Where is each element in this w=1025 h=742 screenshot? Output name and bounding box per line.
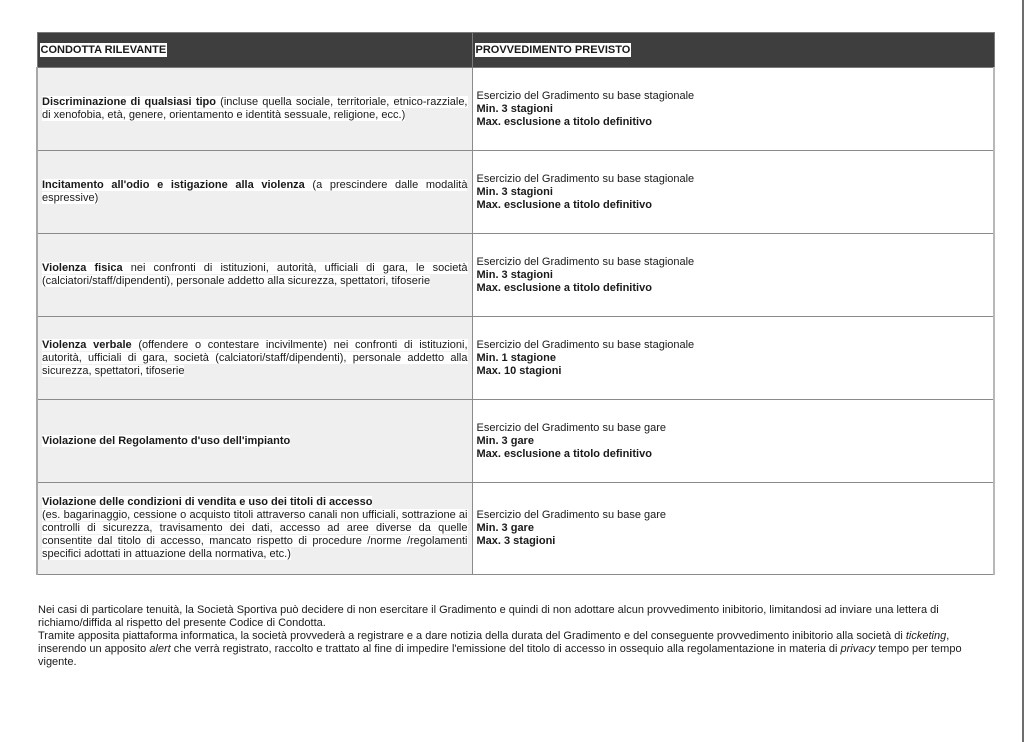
measure-type: Esercizio del Gradimento su base stagionale (476, 89, 695, 102)
measure-cell (472, 483, 994, 575)
measure-type: Esercizio del Gradimento su base stagionale (476, 338, 695, 351)
measure-cell (472, 317, 994, 400)
conduct-title: Violenza fisica (42, 262, 123, 274)
measure-type: Esercizio del Gradimento su base stagionale (476, 172, 695, 185)
conduct-cell (37, 483, 472, 575)
measure-max: Max. esclusione a titolo definitivo (476, 198, 652, 211)
measure-max: Max. esclusione a titolo definitivo (476, 281, 652, 294)
conduct-cell (37, 151, 472, 234)
conduct-cell (37, 400, 472, 483)
measure-max: Max. 10 stagioni (476, 364, 562, 377)
conduct-cell (37, 68, 472, 151)
conduct-title: Discriminazione di qualsiasi tipo (42, 96, 216, 108)
conduct-cell (37, 234, 472, 317)
conduct-description: nei confronti di istituzioni, autorità, ufficiali di gara, le società (calciatori/staff/dipendenti), personale addetto alla sicurezza, spettatori, tifoserie (42, 262, 468, 287)
note-paragraph-tenuita: Nei casi di particolare tenuità, la Società Sportiva può decidere di non esercitare il Gradimento e quindi di non adottare alcun provvedimento inibitorio, limitandosi ad inviare una lettera di richiamo/diffida al rispetto del presente Codice di Condotta. (38, 604, 939, 629)
table-row (37, 400, 994, 483)
measure-cell (472, 151, 994, 234)
measure-cell (472, 234, 994, 317)
conduct-table (36, 32, 995, 575)
conduct-title: Violazione delle condizioni di vendita e uso dei titoli di accesso (42, 496, 373, 508)
note-paragraph-piattaforma: Tramite apposita piattaforma informatica, la società provvederà a registrare e a dare notizia della durata del Gradimento e del conseguente provvedimento inibitorio alla società di ticketing, inserendo un apposito alert che verrà registrato, raccolto e trattato al fine di impedire l'emissione del titolo di accesso in ossequio alla regolamentazione in materia di privacy tempo per tempo vigente. (38, 630, 962, 668)
notes-section (38, 604, 998, 669)
measure-min: Min. 3 stagioni (476, 185, 553, 198)
conduct-title: Violenza verbale (42, 338, 132, 351)
conduct-description: (offendere o contestare incivilmente) nei confronti di istituzioni, autorità, ufficiali di gara, società (calciatori/staff/dipendenti), personale addetto alla sicurezza, spettatori, tifoserie (42, 338, 468, 377)
conduct-title: Violazione del Regolamento d'uso dell'impianto (42, 434, 291, 447)
measure-max: Max. esclusione a titolo definitivo (476, 447, 652, 460)
measure-min: Min. 3 gare (476, 434, 534, 447)
measure-min: Min. 3 stagioni (476, 268, 553, 281)
measure-type: Esercizio del Gradimento su base gare (476, 509, 667, 521)
conduct-description: (incluse quella sociale, territoriale, etnico-razziale, di xenofobia, età, genere, orientamento e identità sessuale, religione, ecc.) (42, 96, 468, 121)
conduct-title: Incitamento all'odio e istigazione alla violenza (42, 179, 305, 191)
table-header-row (37, 33, 994, 68)
table-row (37, 317, 994, 400)
measure-type: Esercizio del Gradimento su base gare (476, 421, 667, 434)
measure-cell (472, 68, 994, 151)
conduct-description: (a prescindere dalle modalità espressive) (42, 179, 468, 204)
table-row (37, 68, 994, 151)
measure-min: Min. 3 stagioni (476, 102, 553, 115)
measure-min: Min. 3 gare (476, 522, 534, 534)
measure-type: Esercizio del Gradimento su base stagionale (476, 255, 695, 268)
table-row (37, 483, 994, 575)
measure-cell (472, 400, 994, 483)
measure-max: Max. esclusione a titolo definitivo (476, 115, 652, 128)
page-edge-rule (1022, 0, 1024, 742)
header-provvedimento: PROVVEDIMENTO PREVISTO (472, 33, 994, 68)
table-row (37, 151, 994, 234)
measure-max: Max. 3 stagioni (476, 535, 556, 547)
measure-min: Min. 1 stagione (476, 351, 556, 364)
header-condotta: CONDOTTA RILEVANTE (37, 33, 472, 68)
table-row (37, 234, 994, 317)
conduct-description: (es. bagarinaggio, cessione o acquisto titoli attraverso canali non ufficiali, sottrazione ai controlli di sicurezza, travisamento dei dati, accesso ad aree diverse da quelle consentite dal titolo di accesso, mancato rispetto di procedure /norme /regolamenti specifici adottati in attuazione della normativa, etc.) (42, 509, 468, 560)
conduct-cell (37, 317, 472, 400)
